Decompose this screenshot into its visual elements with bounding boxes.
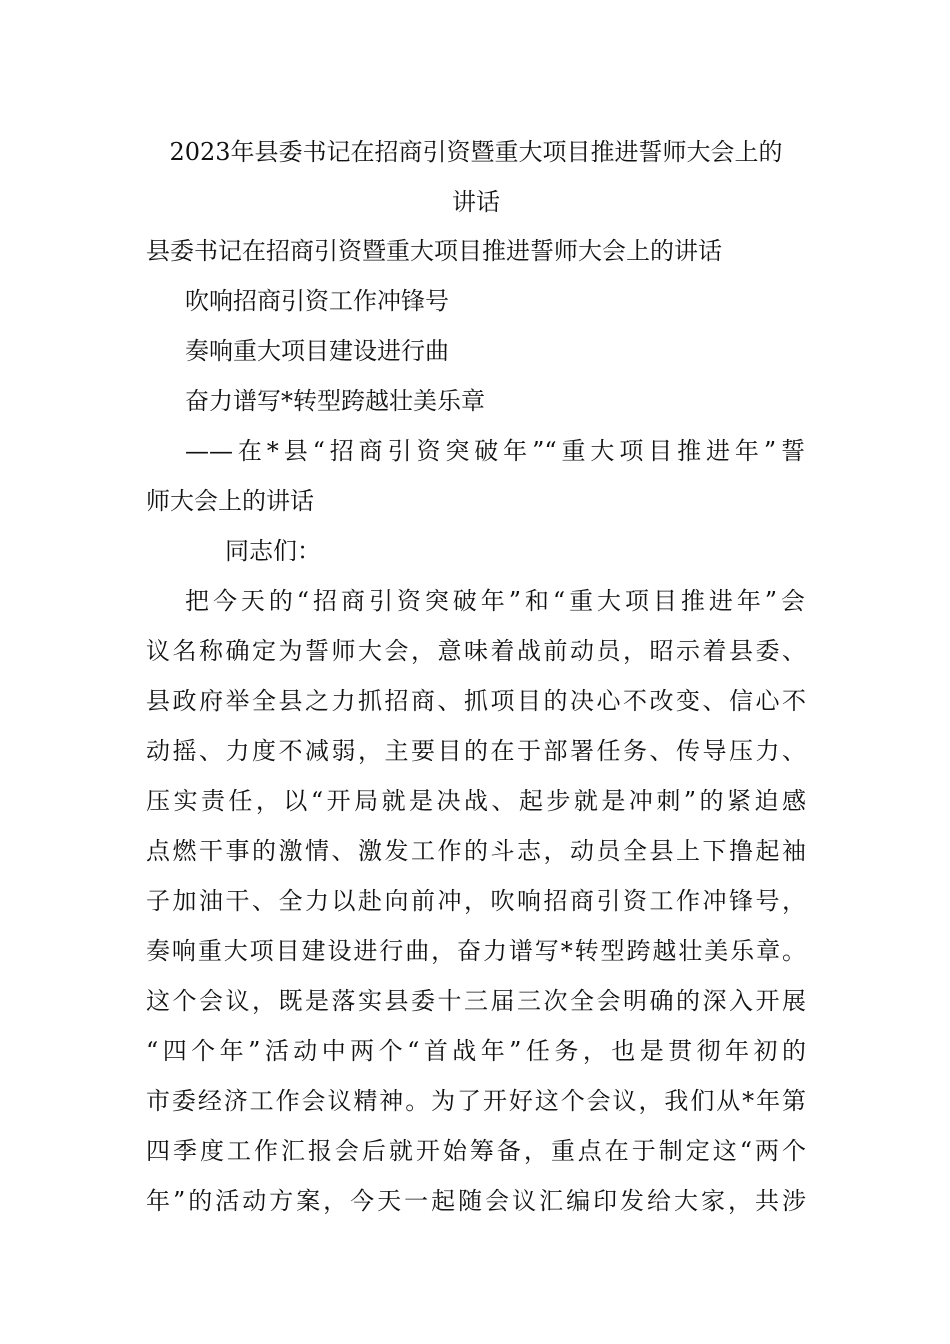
body-line-1: 把今天的“招商引资突破年”和“重大项目推进年”会 xyxy=(185,587,805,615)
document-title-line-2: 讲话 xyxy=(452,188,500,216)
body-line-10: “四个年”活动中两个“首战年”任务，也是贯彻年初的 xyxy=(146,1037,806,1065)
heading-2: 奏响重大项目建设进行曲 xyxy=(185,337,449,365)
byline-line-1: ——在*县“招商引资突破年”“重大项目推进年”誓 xyxy=(185,437,805,465)
body-line-12: 四季度工作汇报会后就开始筹备，重点在于制定这“两个 xyxy=(146,1137,806,1165)
body-line-2: 议名称确定为誓师大会，意味着战前动员，昭示着县委、 xyxy=(146,637,806,665)
body-line-6: 点燃干事的激情、激发工作的斗志，动员全县上下撸起袖 xyxy=(146,837,806,865)
heading-1: 吹响招商引资工作冲锋号 xyxy=(185,287,449,315)
salutation: 同志们： xyxy=(225,537,321,565)
body-line-7: 子加油干、全力以赴向前冲，吹响招商引资工作冲锋号， xyxy=(146,887,806,915)
body-line-4: 动摇、力度不减弱，主要目的在于部署任务、传导压力、 xyxy=(146,737,806,765)
body-line-13: 年”的活动方案，今天一起随会议汇编印发给大家，共涉 xyxy=(146,1187,806,1215)
byline-line-2: 师大会上的讲话 xyxy=(146,487,314,515)
body-line-5: 压实责任，以“开局就是决战、起步就是冲刺”的紧迫感 xyxy=(146,787,806,815)
body-line-9: 这个会议，既是落实县委十三届三次全会明确的深入开展 xyxy=(146,987,806,1015)
body-line-11: 市委经济工作会议精神。为了开好这个会议，我们从*年第 xyxy=(146,1087,806,1115)
heading-3: 奋力谱写*转型跨越壮美乐章 xyxy=(185,387,485,415)
body-line-8: 奏响重大项目建设进行曲，奋力谱写*转型跨越壮美乐章。 xyxy=(146,937,806,965)
body-line-3: 县政府举全县之力抓招商、抓项目的决心不改变、信心不 xyxy=(146,687,806,715)
document-title-line-1: 2023年县委书记在招商引资暨重大项目推进誓师大会上的 xyxy=(169,138,783,166)
document-subtitle: 县委书记在招商引资暨重大项目推进誓师大会上的讲话 xyxy=(146,237,722,265)
